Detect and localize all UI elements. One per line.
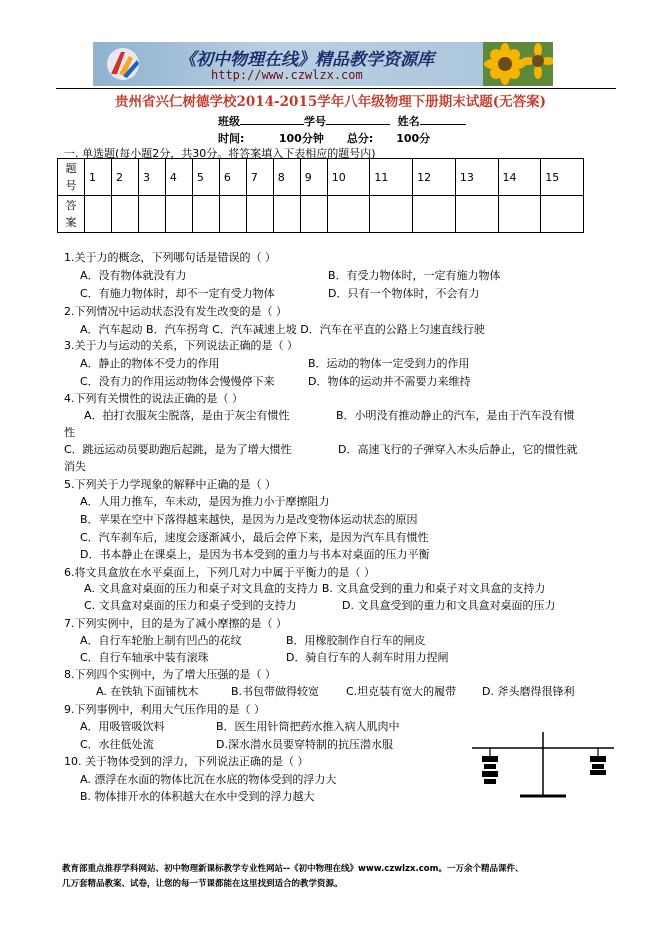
option-b: B. 物体排开水的体积越大在水中受到的浮力越大 (80, 790, 315, 803)
number-cell: 5 (192, 159, 219, 196)
option-c: C. 文具盒对桌面的压力和桌子受到的支持力 (84, 599, 297, 612)
option-b: B．小明没有推动静止的汽车，是由于汽车没有惯 (336, 409, 575, 422)
answer-cell[interactable] (165, 196, 192, 233)
exam-meta-row (218, 130, 430, 146)
number-cell: 12 (413, 159, 456, 196)
option-a: A．人用力推车，车未动，是因为推力小于摩擦阻力 (80, 495, 330, 508)
answer-cell[interactable] (138, 196, 165, 233)
name-label: 姓名 (397, 115, 420, 128)
time-label: 时间: (218, 132, 245, 145)
option-b: B．运动的物体一定受到力的作用 (308, 357, 470, 370)
answer-cell[interactable] (370, 196, 413, 233)
question-number-row (58, 159, 584, 196)
student-info-row (218, 113, 466, 129)
question-stem: 4.下列有关惯性的说法正确的是（ ） (64, 392, 243, 405)
option-c: C.坦克装有宽大的履带 (346, 685, 457, 698)
option-c: C．水往低处流 (80, 738, 154, 751)
answer-cell[interactable] (413, 196, 456, 233)
option-b: B．用橡胶制作自行车的闸皮 (286, 634, 426, 647)
answer-cell[interactable] (541, 196, 584, 233)
number-cell: 8 (273, 159, 300, 196)
number-field[interactable] (326, 113, 390, 125)
number-cell: 14 (498, 159, 541, 196)
number-cell: 15 (541, 159, 584, 196)
total-value: 100分 (396, 132, 431, 145)
sunflower-image (483, 42, 553, 86)
number-cell: 13 (455, 159, 498, 196)
option-c: C．跳远运动员要助跑后起跳，是为了增大惯性 (64, 443, 292, 456)
option-b: B．有受力物体时，一定有施力物体 (328, 269, 501, 282)
answer-cell[interactable] (111, 196, 138, 233)
number-cell: 4 (165, 159, 192, 196)
option-b: B．医生用针筒把药水推入病人肌肉中 (216, 720, 400, 733)
answer-cell[interactable] (85, 196, 112, 233)
option-d: D.深水潜水员要穿特制的抗压潜水服 (216, 738, 393, 751)
option-a: A．没有物体就没有力 (80, 269, 187, 282)
number-cell: 2 (111, 159, 138, 196)
option-d: D．物体的运动并不需要力来维持 (308, 375, 471, 388)
option-c: C．汽车刹车后，速度会逐渐减小，最后会停下来，是因为汽车具有惯性 (80, 531, 429, 544)
option-c: C．有施力物体时，却不一定有受力物体 (80, 287, 275, 300)
number-label: 学号 (304, 115, 326, 128)
question-stem: 6.将文具盒放在水平桌面上，下列几对力中属于平衡力的是（ ） (64, 566, 375, 579)
answer-cell[interactable] (246, 196, 273, 233)
option-a: A. 在铁轨下面铺枕木 (96, 685, 199, 698)
option-b-wrap: 性 (64, 426, 75, 439)
option-d: D. 文具盒受到的重力和文具盒对桌面的压力 (342, 599, 556, 612)
option-a: A．自行车轮胎上制有凹凸的花纹 (80, 634, 242, 647)
row-header-number: 题 号 (58, 159, 85, 196)
question-stem: 10. 关于物体受到的浮力，下列说法正确的是（ ） (64, 755, 309, 768)
footer-line-1: 教育部重点推荐学科网站、初中物理新课标教学专业性网站--《初中物理在线》www.czwlzx.com。一万余个精品课件、 (62, 864, 524, 874)
total-label: 总分: (346, 132, 374, 145)
number-cell: 3 (138, 159, 165, 196)
answer-cell[interactable] (300, 196, 327, 233)
question-stem: 5.下列关于力学现象的解释中正确的是（ ） (64, 478, 276, 491)
number-cell: 7 (246, 159, 273, 196)
option-c: C．自行车轴承中装有滚珠 (80, 651, 209, 664)
number-cell: 1 (85, 159, 112, 196)
option-a: A．静止的物体不受力的作用 (80, 357, 220, 370)
option-c: C．没有力的作用运动物体会慢慢停下来 (80, 375, 275, 388)
answer-row (58, 196, 584, 233)
time-value: 100分钟 (278, 132, 324, 145)
option-b: B．苹果在空中下落得越来越快，是因为力是改变物体运动状态的原因 (80, 513, 418, 526)
number-cell: 10 (327, 159, 370, 196)
option-d: D．只有一个物体时，不会有力 (328, 287, 480, 300)
option-a: A. 漂浮在水面的物体比沉在水底的物体受到的浮力大 (80, 773, 337, 786)
answer-cell[interactable] (327, 196, 370, 233)
row-header-answer: 答 案 (58, 196, 85, 233)
option-d: D. 斧头磨得很锋利 (482, 685, 575, 698)
option-line: A．汽车起动 B．汽车拐弯 C．汽车减速上坡 D．汽车在平直的公路上匀速直线行驶 (80, 323, 485, 336)
answer-table (57, 158, 584, 233)
banner-url[interactable]: http://www.czwlzx.com (211, 68, 363, 82)
section-heading: 一. 单选题(每小题2分，共30分。将答案填入下表相应的题号内) (64, 147, 376, 160)
answer-cell[interactable] (455, 196, 498, 233)
option-a-b: A. 文具盒对桌面的压力和桌子对文具盒的支持力 B. 文具盒受到的重力和桌子对文具盒的支持力 (84, 582, 546, 595)
site-logo-icon (103, 46, 143, 82)
question-stem: 1.关于力的概念，下列哪句话是错误的（ ） (64, 251, 276, 264)
question-stem: 9.下列事例中，利用大气压作用的是（ ） (64, 703, 265, 716)
option-d-wrap: 消失 (64, 460, 86, 473)
question-stem: 2.下列情况中运动状态没有发生改变的是（ ） (64, 305, 287, 318)
number-cell: 6 (219, 159, 246, 196)
page-title: 贵州省兴仁树德学校2014-2015学年八年级物理下册期末试题(无答案) (114, 94, 547, 110)
answer-cell[interactable] (273, 196, 300, 233)
class-label: 班级 (218, 115, 240, 128)
question-stem: 7.下列实例中，目的是为了减小摩擦的是（ ） (64, 617, 287, 630)
class-field[interactable] (240, 113, 304, 125)
option-b: B.书包带做得较宽 (231, 685, 320, 698)
answer-cell[interactable] (498, 196, 541, 233)
option-d: D．骑自行车的人刹车时用力捏闸 (286, 651, 449, 664)
balance-figure (468, 730, 618, 802)
answer-cell[interactable] (219, 196, 246, 233)
question-stem: 8.下列四个实例中，为了增大压强的是（ ） (64, 668, 276, 681)
option-a: A．用吸管吸饮料 (80, 720, 165, 733)
header-divider (56, 88, 616, 89)
name-field[interactable] (420, 113, 466, 125)
number-cell: 11 (370, 159, 413, 196)
option-a: A．拍打衣服灰尘脱落，是由于灰尘有惯性 (84, 409, 290, 422)
answer-cell[interactable] (192, 196, 219, 233)
option-d: D．书本静止在课桌上，是因为书本受到的重力与书本对桌面的压力平衡 (80, 548, 430, 561)
number-cell: 9 (300, 159, 327, 196)
banner-title: 《初中物理在线》精品教学资源库 (179, 50, 434, 70)
question-stem: 3.关于力与运动的关系，下列说法正确的是（ ） (64, 339, 298, 352)
banner (93, 42, 553, 86)
option-d: D．高速飞行的子弹穿入木头后静止，它的惯性就 (338, 443, 578, 456)
footer-line-2: 几万套精品教案、试卷，让您的每一节课都能在这里找到适合的教学资源。 (62, 879, 343, 889)
